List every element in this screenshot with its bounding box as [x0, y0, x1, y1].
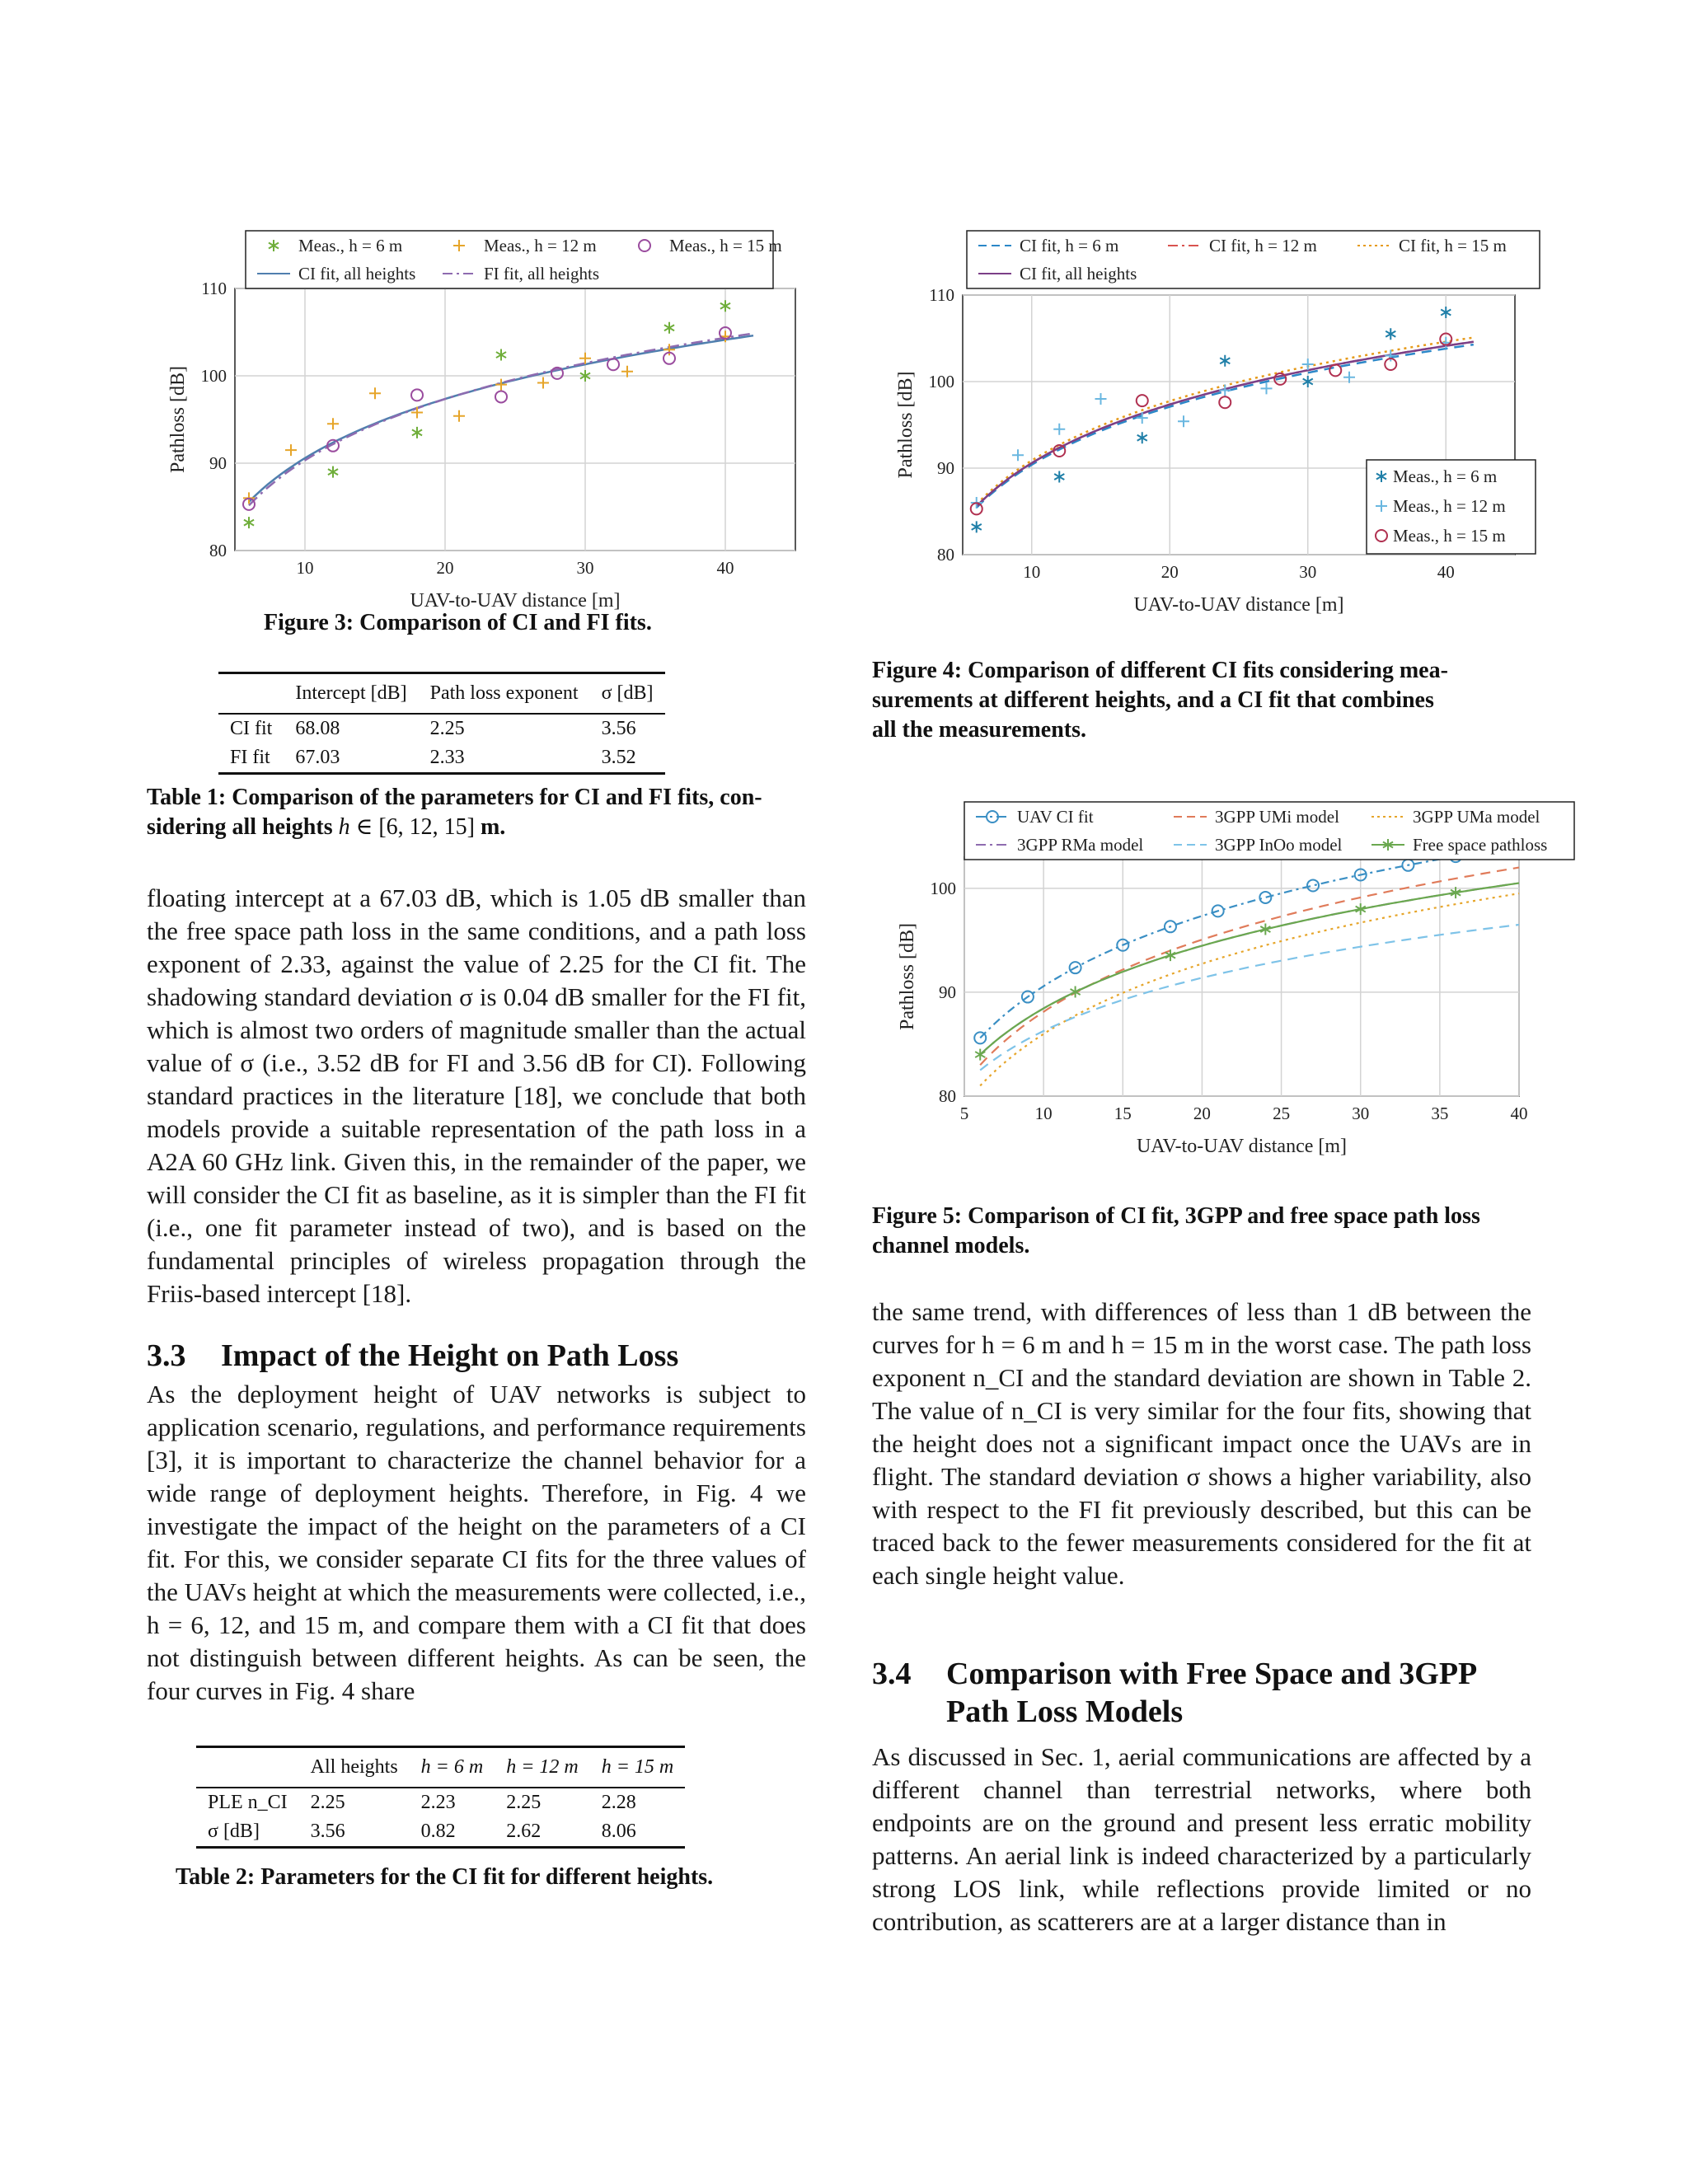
table-1-header: [218, 673, 284, 715]
table-cell: 2.28: [601, 1792, 636, 1813]
x-tick-label: 10: [296, 558, 314, 578]
figure-4-caption: [872, 656, 1540, 745]
legend-label: FI fit, all heights: [484, 264, 599, 284]
y-tick-label: 90: [937, 458, 954, 478]
legend-label: Meas., h = 6 m: [1393, 466, 1498, 486]
y-tick-label: 110: [929, 285, 954, 305]
x-axis-label: UAV-to-UAV distance [m]: [1136, 1136, 1348, 1157]
y-tick-label: 100: [200, 366, 227, 386]
data-point: [328, 466, 338, 478]
x-tick-label: 30: [1299, 562, 1317, 582]
data-point: [1386, 328, 1395, 340]
legend: [967, 231, 1540, 288]
data-point: [496, 349, 506, 361]
caption-line: channel models.: [872, 1233, 1030, 1258]
data-point: [1012, 449, 1024, 461]
table-1-header: Intercept [dB]: [295, 682, 407, 704]
x-tick-label: 10: [1034, 1104, 1053, 1123]
y-axis-label: Pathloss [dB]: [897, 922, 918, 1031]
legend-label: CI fit, all heights: [1020, 264, 1137, 284]
table-2-header: h = 12 m: [506, 1756, 579, 1778]
data-point: [412, 427, 422, 438]
right-paragraph-2: As discussed in Sec. 1, aerial communications are affected by a different channel than terrestrial networks, where both endpoints are on the ground and present less erratic mobility patterns. An aerial link is indeed characterized by a particularly strong LOS link, while reflections provide limited or no contribution, as scatterers are at a larger distance than in: [872, 1742, 1531, 1936]
legend-label: Free space pathloss: [1413, 835, 1548, 855]
legend-label: Meas., h = 6 m: [298, 236, 403, 255]
data-point: [972, 521, 982, 532]
caption-line: sidering all heights h ∈ [6, 12, 15] m.: [147, 814, 506, 840]
figure-3-chart: [148, 223, 841, 618]
table-row: [218, 743, 665, 774]
y-tick-label: 80: [937, 545, 954, 565]
series-marker: [1259, 892, 1271, 903]
table-1: [218, 672, 665, 775]
series-line: [980, 925, 1519, 1071]
table-1-header: σ [dB]: [601, 682, 654, 704]
y-axis-label: Pathloss [dB]: [895, 371, 917, 479]
table-2-header: h = 15 m: [601, 1756, 674, 1778]
table-row: [196, 1817, 685, 1848]
data-point: [369, 387, 381, 399]
series-marker: [1307, 879, 1319, 891]
figure-3-caption: Figure 3: Comparison of CI and FI fits.: [264, 610, 652, 635]
figure-3: [148, 223, 841, 618]
table-cell: 2.25: [429, 718, 465, 739]
legend-label: Meas., h = 15 m: [1393, 526, 1506, 546]
table-2-caption: Table 2: Parameters for the CI fit for different heights.: [176, 1864, 714, 1890]
x-tick-label: 20: [1160, 562, 1179, 582]
x-axis-label: UAV-to-UAV distance [m]: [1133, 594, 1344, 616]
legend-label: Meas., h = 12 m: [484, 236, 597, 255]
table-cell: 0.82: [420, 1821, 456, 1842]
table-cell: PLE n_CI: [208, 1792, 288, 1813]
series-line: [980, 893, 1519, 1085]
x-axis-label: UAV-to-UAV distance [m]: [410, 590, 621, 612]
x-tick-label: 40: [1437, 562, 1455, 582]
caption-line: all the measurements.: [872, 717, 1086, 743]
legend: [246, 231, 782, 288]
table-row: [218, 714, 665, 743]
data-point: [537, 377, 549, 388]
table-cell: 2.25: [310, 1792, 345, 1813]
figure-5-caption: [872, 1202, 1548, 1261]
y-tick-label: 80: [939, 1086, 956, 1106]
data-point: [1302, 359, 1314, 370]
legend-label: Meas., h = 12 m: [1393, 496, 1506, 516]
table-cell: 8.06: [601, 1821, 636, 1842]
x-tick-label: 30: [576, 558, 594, 578]
table-cell: 3.52: [601, 747, 636, 768]
y-tick-label: 90: [939, 982, 956, 1002]
y-tick-label: 110: [201, 279, 227, 298]
x-tick-label: 35: [1431, 1104, 1449, 1123]
legend: [964, 802, 1574, 860]
table-cell: 67.03: [295, 747, 340, 768]
table-2-header: h = 6 m: [420, 1756, 484, 1778]
data-point: [579, 353, 591, 364]
y-tick-label: 90: [209, 453, 227, 473]
figure-5-chart: [872, 787, 1564, 1174]
plot-area: [235, 288, 795, 551]
legend-label: UAV CI fit: [1017, 807, 1094, 827]
x-tick-label: 20: [436, 558, 454, 578]
data-point: [285, 444, 297, 456]
data-point: [1137, 432, 1147, 443]
table-row: [196, 1788, 685, 1817]
x-tick-label: 15: [1114, 1104, 1132, 1123]
table-cell: σ [dB]: [208, 1821, 260, 1842]
y-axis-label: Pathloss [dB]: [167, 365, 189, 474]
caption-line: Figure 4: Comparison of different CI fits considering mea-: [872, 658, 1448, 683]
table-cell: 2.62: [506, 1821, 542, 1842]
legend-label: CI fit, h = 15 m: [1399, 236, 1507, 255]
plot-content: [974, 842, 1519, 1085]
table-1-header: Path loss exponent: [429, 682, 579, 704]
series-line: [980, 846, 1519, 1038]
figure-4: [872, 223, 1564, 626]
data-point: [664, 322, 674, 334]
data-point: [453, 410, 465, 422]
data-point: [720, 300, 730, 312]
data-point: [1095, 393, 1107, 405]
table-cell: CI fit: [230, 718, 273, 739]
data-point: [1137, 395, 1148, 406]
table-cell: 2.23: [420, 1792, 456, 1813]
data-point: [327, 418, 339, 429]
data-point: [1220, 355, 1230, 367]
data-point: [1054, 471, 1064, 483]
data-point: [411, 389, 423, 401]
legend-label: 3GPP InOo model: [1215, 835, 1343, 855]
table-1-caption: [147, 783, 806, 842]
data-point: [1178, 415, 1189, 427]
y-tick-label: 80: [209, 541, 227, 560]
table-2-header: All heights: [310, 1756, 398, 1778]
legend-label: 3GPP RMa model: [1017, 835, 1144, 855]
x-tick-label: 5: [959, 1104, 969, 1123]
table-2-header: [196, 1747, 299, 1788]
x-tick-label: 40: [1510, 1104, 1528, 1123]
x-tick-label: 10: [1023, 562, 1041, 582]
data-point: [1329, 364, 1341, 376]
x-tick-label: 30: [1352, 1104, 1370, 1123]
legend-label: CI fit, all heights: [298, 264, 416, 284]
series-line: [980, 883, 1519, 1055]
data-point: [1219, 396, 1231, 408]
table-2: [196, 1746, 685, 1849]
data-point: [1261, 382, 1273, 394]
x-tick-label: 20: [1193, 1104, 1211, 1123]
left-paragraph-1: floating intercept at a 67.03 dB, which is 1.05 dB smaller than the free space path loss in the same conditions, and a path loss exponent of 2.33, against the value of 2.25 for the CI fit. The shadowing standard deviation σ is 0.04 dB smaller for the FI fit, which is almost two orders of magnitude smaller than the actual value of σ (i.e., 3.52 dB for FI and 3.56 dB for CI). Following standard practices in the literature [18], we conclude that both models provide a suitable representation of the path loss in a A2A 60 GHz link. Given this, in the remainder of the paper, we will consider the CI fit as baseline, as it is simpler than the FI fit (i.e., one fit parameter instead of two), and is based on the fundamental principles of wireless propagation through the Friis-based intercept [18].: [147, 883, 806, 1308]
series-line: [980, 868, 1519, 1066]
table-cell: 3.56: [310, 1821, 345, 1842]
figure-5: [872, 787, 1564, 1174]
table-cell: 3.56: [601, 718, 636, 739]
table-cell: 2.25: [506, 1792, 542, 1813]
left-paragraph-2: As the deployment height of UAV networks is subject to application scenario, regulations, and performance requirements [3], it is important to characterize the channel behavior for a wide range of deployment heights. Therefore, in Fig. 4 we investigate the impact of the height on the parameters of a CI fit. For this, we consider separate CI fits for the three values of the UAVs height at which the measurements were collected, i.e., h = 6, 12, and 15 m, and compare them with a CI fit that does not distinguish between different heights. As can be seen, the four curves in Fig. 4 share: [147, 1380, 806, 1705]
figure-4-chart: [872, 223, 1564, 626]
table-cell: FI fit: [230, 747, 270, 768]
legend-label: 3GPP UMi model: [1215, 807, 1339, 827]
table-cell: 68.08: [295, 718, 340, 739]
y-tick-label: 100: [930, 878, 956, 898]
data-point: [1219, 385, 1231, 396]
caption-line: surements at different heights, and a CI fit that combines: [872, 687, 1434, 713]
caption-line: Table 1: Comparison of the parameters for CI and FI fits, con-: [147, 785, 762, 810]
legend-2: [1367, 460, 1536, 554]
right-paragraph-1: the same trend, with differences of less than 1 dB between the curves for h = 6 m and h = 15 m in the worst case. The path loss exponent n_CI and the standard deviation are shown in Table 2. The value of n_CI is very similar for the four fits, showing that the height does not a significant impact once the UAVs are in flight. The standard deviation σ shows a higher variability, also with respect to the FI fit previously described, but this can be traced back to the fewer measurements considered for the fit at each single height value.: [872, 1297, 1531, 1590]
section-3-3-heading: 3.3 Impact of the Height on Path Loss: [147, 1338, 679, 1373]
section-3-4-heading: 3.4 Comparison with Free Space and 3GPP Path Loss Models: [872, 1657, 1478, 1729]
plot-area: [964, 857, 1519, 1096]
table-cell: 2.33: [429, 747, 465, 768]
series-line: [980, 883, 1519, 1055]
legend-label: CI fit, h = 12 m: [1209, 236, 1317, 255]
legend-label: 3GPP UMa model: [1413, 807, 1540, 827]
legend-label: CI fit, h = 6 m: [1020, 236, 1119, 255]
data-point: [607, 359, 619, 370]
data-point: [244, 517, 254, 528]
legend-label: Meas., h = 15 m: [669, 236, 782, 255]
y-tick-label: 100: [928, 372, 954, 391]
x-tick-label: 40: [716, 558, 734, 578]
caption-line: Figure 5: Comparison of CI fit, 3GPP and free space path loss: [872, 1203, 1480, 1229]
data-point: [1441, 307, 1451, 318]
data-point: [495, 391, 507, 402]
data-point: [1053, 424, 1065, 435]
x-tick-label: 25: [1273, 1104, 1291, 1123]
data-point: [495, 379, 507, 391]
